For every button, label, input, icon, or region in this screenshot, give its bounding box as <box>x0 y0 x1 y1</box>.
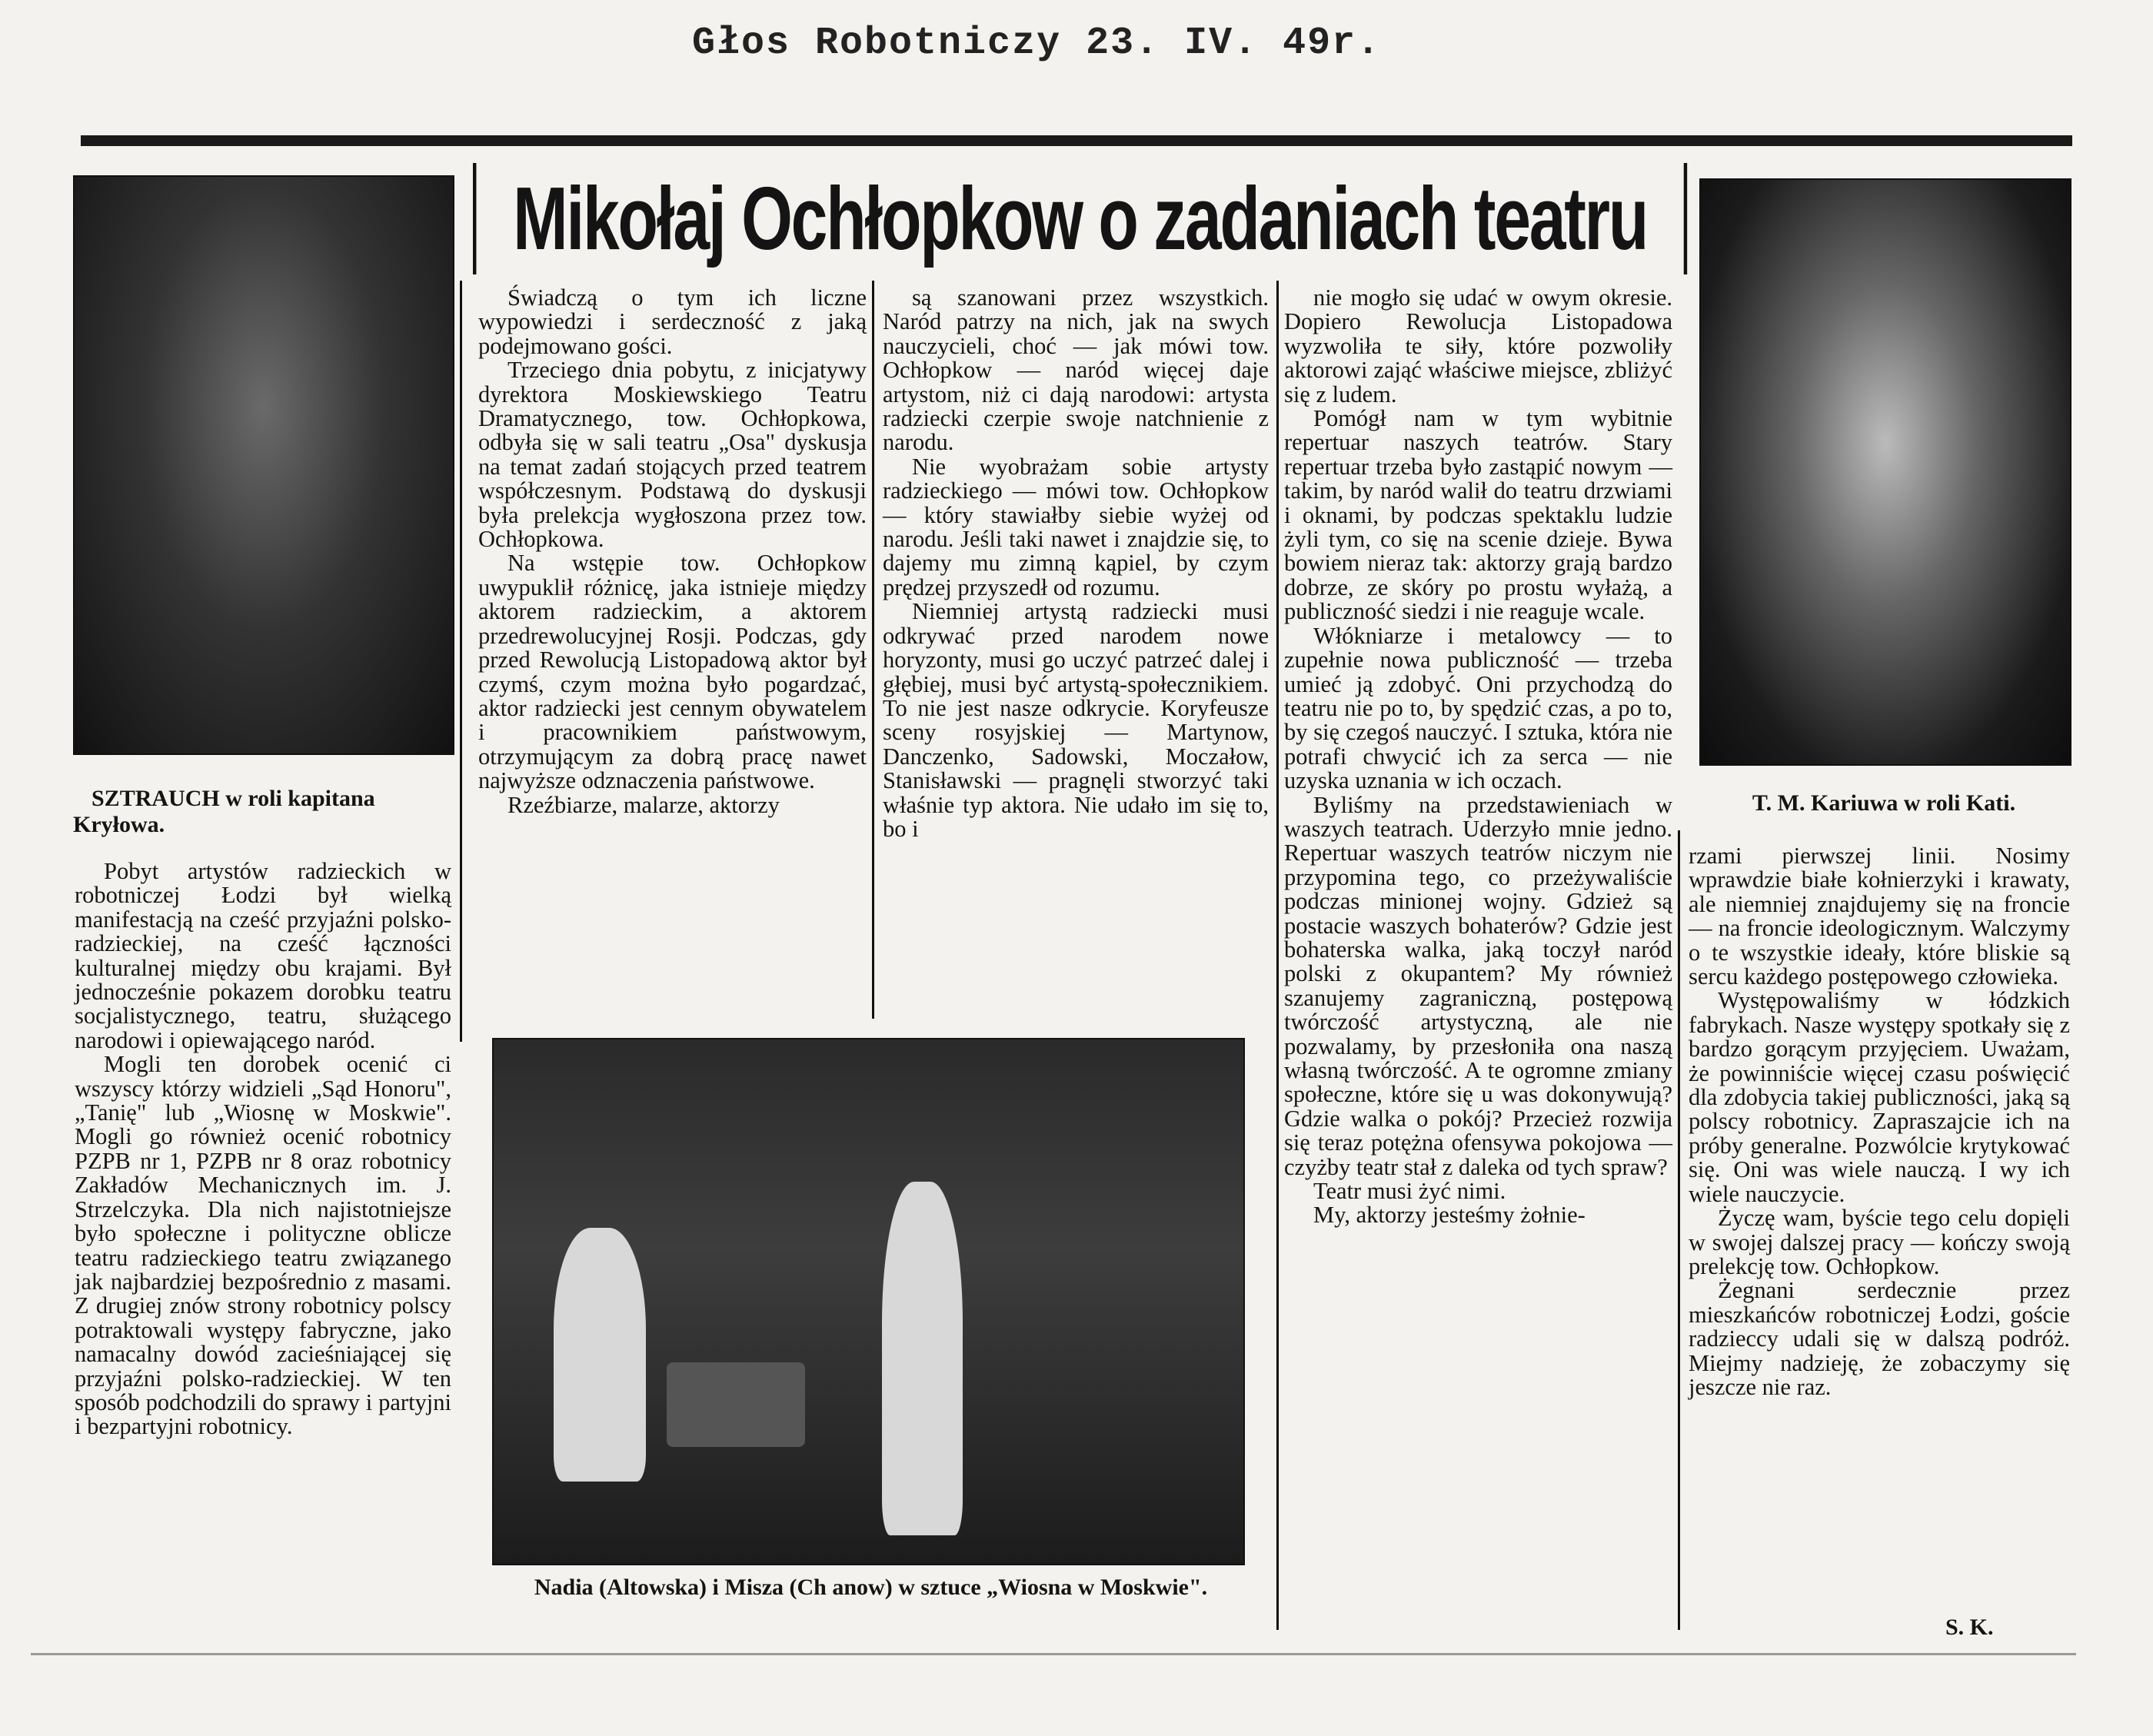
paragraph: nie mogło się udać w owym okresie. Dopiero Rewolucja Listopadowa wyzwoliła te siły, które pozwoliły aktorowi zająć właściwe miejsce, zbliżyć się z ludem. <box>1284 284 1672 407</box>
stage-furniture <box>667 1362 805 1447</box>
photo-kariuwa <box>1699 178 2071 766</box>
paragraph: Świadczą o tym ich liczne wypowiedzi i serdeczność z jaką podejmowano gości. <box>478 284 867 359</box>
column-3 <box>883 286 1269 841</box>
column-divider <box>460 281 462 1042</box>
dateline: Głos Robotniczy 23. IV. 49r. <box>692 22 1382 65</box>
paragraph: Niemniej artystą radziecki musi odkrywać przed narodem nowe horyzonty, musi go uczyć patrzeć dalej i głębiej, musi być artystą-społecznikiem. To nie jest nasze odkrycie. Koryfeusze sceny rosyjskiej — Martynow, Danczenko, Sadowski, Moczałow, Stanisławski — pragnęli stworzyć taki właśnie typ aktora. Nie udało im się to, bo i <box>883 598 1269 842</box>
paragraph: są szanowani przez wszystkich. Naród patrzy na nich, jak na swych nauczycieli, choć — jak mówi tow. Ochłopkow — naród więcej daje artystom, niż ci dają narodowi: artysta radziecki czerpie swoje natchnienie z narodu. <box>883 284 1269 456</box>
paragraph: Życzę wam, byście tego celu dopięli w swojej dalszej pracy — kończy swoją prelekcję tow. Ochłopkow. <box>1689 1205 2070 1279</box>
column-4 <box>1284 286 1672 1228</box>
article-title: Mikołaj Ochłopkow o zadaniach teatru <box>473 163 1687 274</box>
paragraph: Mogli ten dorobek ocenić ci wszyscy którzy widzieli „Sąd Honoru", „Tanię" lub „Wiosnę w Moskwie". Mogli go również ocenić robotnicy PZPB nr 1, PZPB nr 8 oraz robotnicy Zakładów Mechanicznych im. J. Strzelczyka. Dla nich najistotniejsze było społeczne i polityczne oblicze teatru radzieckiego teatru związanego jak najbardziej bezpośrednio z masami. Z drugiej znów strony robotnicy polscy potraktowali występy fabryczne, jako namacalny dowód zacieśniającej się przyjaźni polsko-radzieckiej. W ten sposób podchodzili do sprawy i partyjni i bezpartyjni robotnicy. <box>75 1051 451 1440</box>
paragraph: rzami pierwszej linii. Nosimy wprawdzie białe kołnierzyki i krawaty, ale niemniej znajdujemy się na froncie — na froncie ideologicznym. Walczymy o te wszystkie ideały, które bliskie są sercu każdego postępowego człowieka. <box>1689 843 2070 990</box>
caption-left-photo: SZTRAUCH w roli kapitana Kryłowa. <box>73 786 375 837</box>
paragraph: Żegnani serdecznie przez mieszkańców robotniczej Łodzi, goście radzieccy udali się w dalszą podróż. Miejmy nadzieję, że zobaczymy się jeszcze nie raz. <box>1689 1277 2070 1400</box>
paragraph: Pobyt artystów radzieckich w robotniczej Łodzi był wielką manifestacją na cześć przyjaźni polsko-radzieckiej, na cześć łączności kulturalnej między obu krajami. Był jednocześnie pokazem dorobku teatru socjalistycznego, teatru, służącego narodowi i opiewającego naród. <box>75 858 451 1053</box>
paragraph: My, aktorzy jesteśmy żołnie- <box>1313 1202 1586 1229</box>
caption-right-photo: T. M. Kariuwa w roli Kati. <box>1752 790 2016 816</box>
photo-sztrauch <box>73 175 454 755</box>
bottom-rule <box>31 1653 2076 1655</box>
paragraph: Trzeciego dnia pobytu, z inicjatywy dyrektora Moskiewskiego Teatru Dramatycznego, tow. Ochłopkowa, odbyła się w sali teatru „Osa" dyskusja na temat zadań stojących przed teatrem współczesnym. Podstawą do dyskusji była prelekcja wygłoszona przez tow. Ochłopkowa. <box>478 357 867 553</box>
actor-figure <box>882 1182 963 1535</box>
paragraph: Występowaliśmy w łódzkich fabrykach. Nasze występy spotkały się z bardzo gorącym przyjęciem. Uważam, że powinniście więcej czasu poświęcić dla zdobycia takiej publiczności, jaką są polscy robotnicy. Zapraszajcie ich na próby generalne. Pozwólcie krytykować się. Oni was wiele nauczą. I wy ich wiele nauczycie. <box>1689 987 2070 1207</box>
actress-figure <box>554 1228 646 1482</box>
column-divider <box>1276 281 1279 1630</box>
paragraph: Włókniarze i metalowcy — to zupełnie nowa publiczność — trzeba umieć ją zdobyć. Oni przychodzą do teatru nie po to, by spędzić czas, a po to, by się czegoś nauczyć. I sztuka, która nie potrafi chwycić ich za serca — nie uzyska uznania w ich oczach. <box>1284 622 1672 794</box>
caption-center-photo: Nadia (Altowska) i Misza (Ch anow) w sztuce „Wiosna w Moskwie". <box>534 1575 1208 1600</box>
paragraph: Teatr musi żyć nimi. <box>1313 1178 1506 1205</box>
paragraph: Pomógł nam w tym wybitnie repertuar naszych teatrów. Stary repertuar trzeba było zastąpić nowym — takim, by naród walił do teatru drzwiami i oknami, by podczas spektaklu ludzie żyli tym, co się na scenie dzieje. Bywa bowiem nieraz tak: aktorzy grają bardzo dobrze, ze skóry po prostu wyłażą, a publiczność siedzi i nie reaguje wcale. <box>1284 405 1672 625</box>
paragraph: Byliśmy na przedstawieniach w waszych teatrach. Uderzyło mnie jedno. Repertuar waszych teatrów niczym nie przypomina tego, co przeżywaliście podczas minionej wojny. Gdzież są postacie waszych bohaterów? Gdzie jest bohaterska walka, jaką toczył naród polski z okupantem? My również szanujemy zagraniczną, postępową twórczość artystyczną, ale nie pozwalamy, by przesłoniła ona naszą własną twórczość. A te ogromne zmiany społeczne, które się u was dokonywują? Gdzie walka o pokój? Przecież rozwija się teraz potężna ofensywa pokojowa — czyżby teatr stał z daleka od tych spraw? <box>1284 791 1672 1180</box>
paragraph: Nie wyobrażam sobie artysty radzieckiego — mówi tow. Ochłopkow — który stawiałby siebie wyżej od narodu. Jeśli taki nawet i znajdzie się, to dajemy mu zimną kąpiel, by czym prędzej przyszedł od rozumu. <box>883 453 1269 600</box>
column-divider <box>1678 830 1680 1630</box>
top-rule <box>81 135 2072 146</box>
column-5 <box>1689 844 2070 1399</box>
column-1 <box>75 860 451 1439</box>
signature: S. K. <box>1945 1615 1994 1640</box>
photo-stage-scene <box>492 1038 1245 1565</box>
paragraph: Rzeźbiarze, malarze, aktorzy <box>507 791 780 818</box>
column-divider <box>872 281 874 1019</box>
column-2 <box>478 286 867 817</box>
paragraph: Na wstępie tow. Ochłopkow uwypuklił różnicę, jaka istnieje między aktorem radzieckim, a aktorem przedrewolucyjnej Rosji. Podczas, gdy przed Rewolucją Listopadową aktor był czymś, czym można było pogardzać, aktor radziecki jest cennym obywatelem i pracownikiem państwowym, otrzymującym za dobrą pracę nawet najwyższe odznaczenia państwowe. <box>478 550 867 794</box>
